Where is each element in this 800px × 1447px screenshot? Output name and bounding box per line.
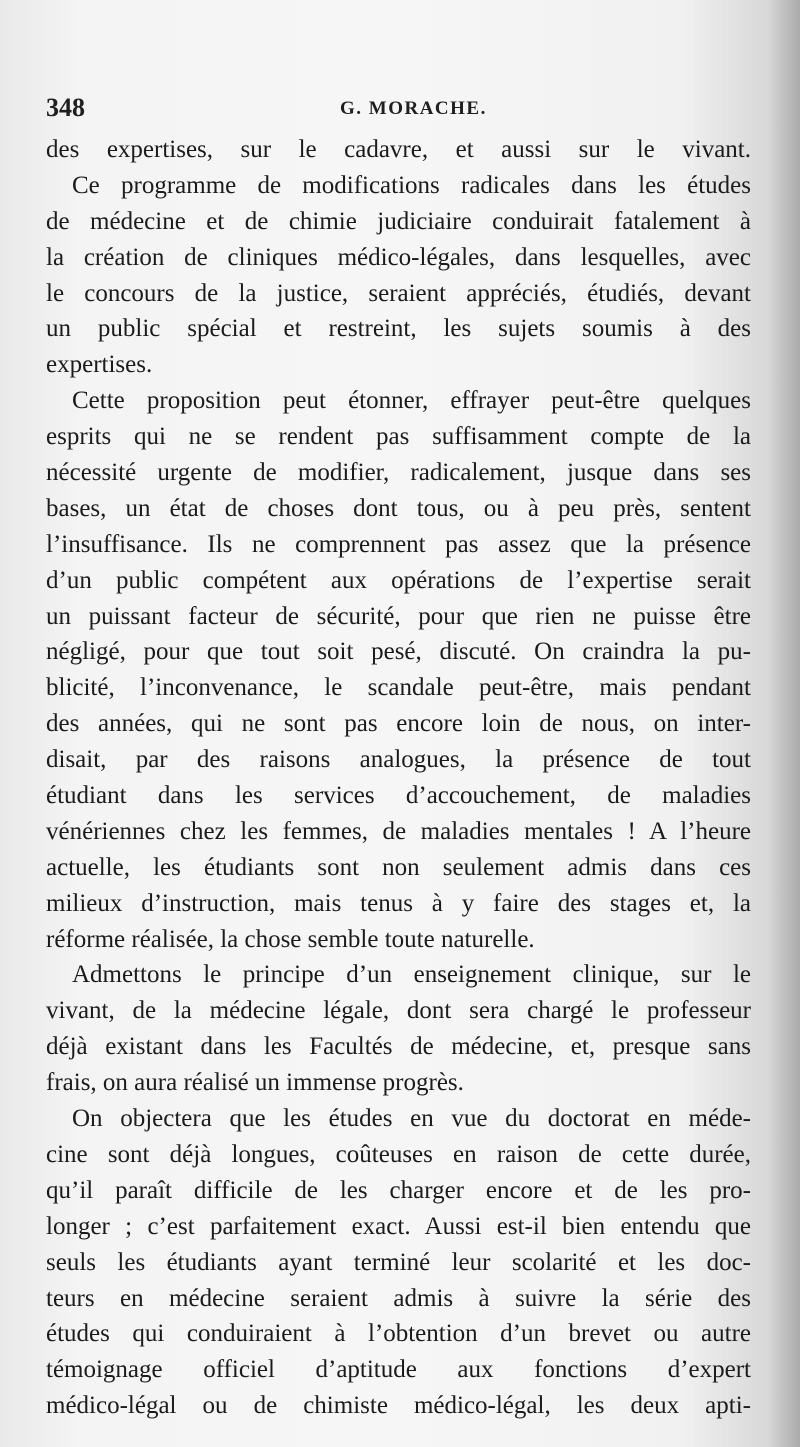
text-line: négligé, pour que tout soit pesé, discuté. On craindra la pu- [46, 638, 751, 666]
text-line: Ce programme de modifications radicales dans les études [72, 171, 751, 199]
page-header [46, 90, 746, 126]
text-line: Cette proposition peut étonner, effrayer peut-être quelques [72, 387, 751, 415]
text-line: l’insuffisance. Ils ne comprennent pas assez que la présence [46, 530, 751, 558]
text-line: teurs en médecine seraient admis à suivre la série des [46, 1284, 751, 1312]
text-line: médico-légal ou de chimiste médico-légal, les deux apti- [46, 1392, 751, 1420]
page-edge-shadow [768, 0, 800, 1447]
text-line: étudiant dans les services d’accouchement, de maladies [46, 782, 751, 810]
text-line: vénériennes chez les femmes, de maladies mentales ! A l’heure [46, 817, 751, 845]
text-line: un puissant facteur de sécurité, pour que rien ne puisse être [46, 602, 751, 630]
text-line: qu’il paraît difficile de les charger encore et de les pro- [46, 1176, 751, 1204]
text-line: un public spécial et restreint, les sujets soumis à des [46, 315, 751, 343]
text-line: études qui conduiraient à l’obtention d’un brevet ou autre [46, 1320, 751, 1348]
text-line: frais, on aura réalisé un immense progrès. [46, 1069, 464, 1097]
text-line: des années, qui ne sont pas encore loin de nous, on inter- [46, 710, 751, 738]
text-line: blicité, l’inconvenance, le scandale peut-être, mais pendant [46, 674, 751, 702]
text-line: de médecine et de chimie judiciaire conduirait fatalement à [46, 207, 751, 235]
text-line: seuls les étudiants ayant terminé leur scolarité et les doc- [46, 1248, 751, 1276]
text-line: vivant, de la médecine légale, dont sera chargé le professeur [46, 997, 751, 1025]
text-line: longer ; c’est parfaitement exact. Aussi est-il bien entendu que [46, 1212, 751, 1240]
page-number: 348 [46, 93, 85, 122]
body-text [46, 132, 751, 1420]
text-line: réforme réalisée, la chose semble toute naturelle. [46, 925, 535, 953]
text-line: cine sont déjà longues, coûteuses en raison de cette durée, [46, 1140, 751, 1168]
text-line: actuelle, les étudiants sont non seulement admis dans ces [46, 853, 751, 881]
text-line: le concours de la justice, seraient appréciés, étudiés, devant [46, 279, 751, 307]
text-line: déjà existant dans les Facultés de médecine, et, presque sans [46, 1033, 751, 1061]
text-line: On objectera que les études en vue du doctorat en méde- [72, 1105, 751, 1133]
text-line: des expertises, sur le cadavre, et aussi sur le vivant. [46, 136, 751, 163]
running-head: G. MORACHE. [340, 98, 487, 119]
text-line: d’un public compétent aux opérations de l’expertise serait [46, 566, 751, 594]
text-line: la création de cliniques médico-légales, dans lesquelles, avec [46, 243, 751, 271]
text-line: nécessité urgente de modifier, radicalement, jusque dans ses [46, 459, 751, 487]
text-line: milieux d’instruction, mais tenus à y faire des stages et, la [46, 889, 751, 917]
text-line: bases, un état de choses dont tous, ou à peu près, sentent [46, 494, 751, 522]
text-line: disait, par des raisons analogues, la présence de tout [46, 746, 751, 774]
text-line: esprits qui ne se rendent pas suffisamment compte de la [46, 423, 751, 451]
text-line: Admettons le principe d’un enseignement clinique, sur le [72, 961, 751, 989]
text-line: témoignage officiel d’aptitude aux fonctions d’expert [46, 1356, 751, 1384]
text-line: expertises. [46, 351, 153, 379]
